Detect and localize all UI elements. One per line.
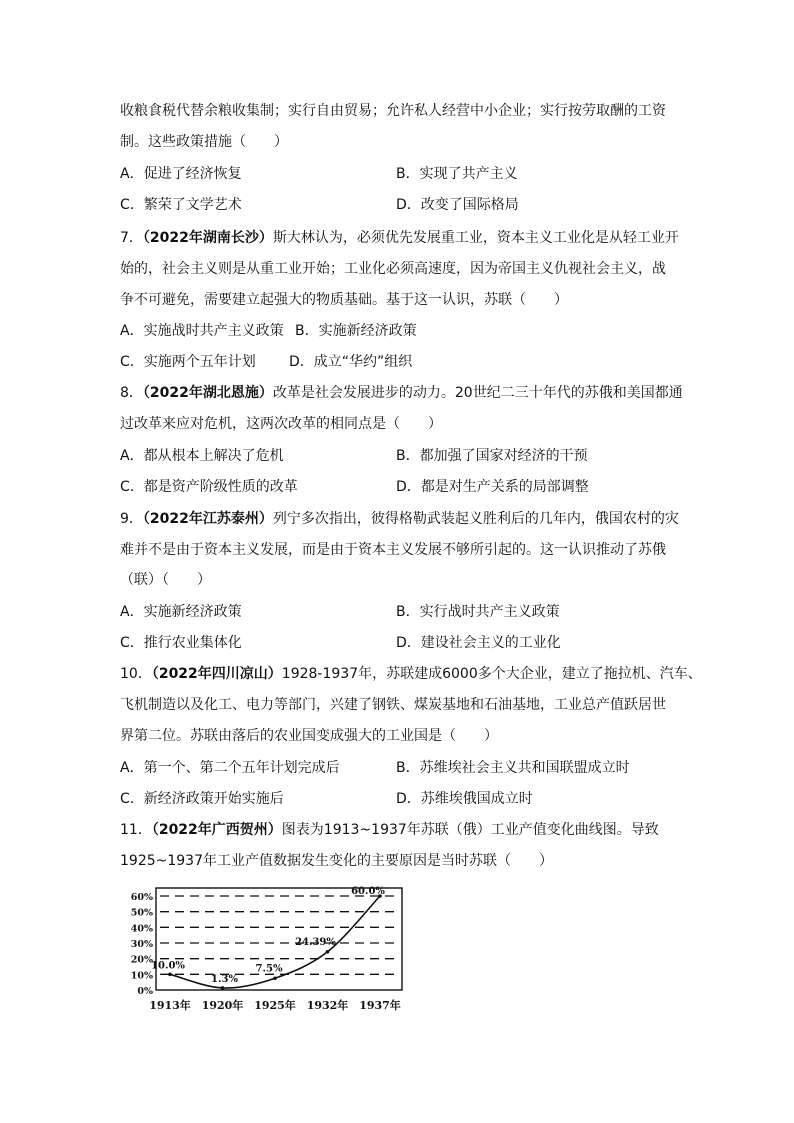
- y-tick-label: 10%: [130, 970, 153, 982]
- y-tick-label: 50%: [130, 907, 153, 919]
- q6-option-c[interactable]: C．繁荣了文学艺术: [120, 197, 242, 213]
- x-tick-label: 1925年: [254, 999, 296, 1012]
- q9-stem-line2: 难并不是由于资本主义发展，而是由于资本主义发展不够所引起的。这一认识推动了苏俄: [120, 542, 666, 558]
- y-tick-label: 40%: [130, 923, 153, 935]
- q8-option-d[interactable]: D．都是对生产关系的局部调整: [396, 479, 589, 495]
- q9-stem-line3: （联）（ ）: [120, 572, 211, 588]
- q11-stem-line1: [120, 820, 684, 840]
- q7-stem-text: 斯大林认为，必须优先发展重工业，资本主义工业化是从轻工业开: [272, 230, 679, 246]
- q9-source: （2022年江苏泰州）: [142, 511, 273, 527]
- q8-stem-line1: [120, 383, 684, 403]
- x-tick-label: 1932年: [306, 999, 349, 1012]
- q8-option-a[interactable]: A．都从根本上解决了危机: [120, 448, 284, 464]
- industrial-output-line-chart: [118, 882, 408, 1014]
- q10-option-c[interactable]: C．新经济政策开始实施后: [120, 791, 284, 807]
- x-tick-label: 1920年: [201, 999, 244, 1012]
- q7-option-c[interactable]: C．实施两个五年计划: [120, 354, 256, 370]
- data-label: 1.3%: [211, 973, 238, 985]
- q8-stem-line2: 过改革来应对危机，这两次改革的相同点是（ ）: [120, 416, 442, 432]
- data-point: [168, 973, 172, 977]
- chart-data-labels: [151, 886, 385, 985]
- y-tick-label: 20%: [130, 954, 153, 966]
- q8-number: 8．: [120, 385, 143, 401]
- q8-stem-text: 改革是社会发展进步的动力。20世纪二三十年代的苏俄和美国都通: [272, 385, 683, 401]
- q7-stem-line3: 争不可避免，需要建立起强大的物质基础。基于这一认识，苏联（ ）: [120, 292, 568, 308]
- data-label: 24.39%: [295, 936, 336, 948]
- x-tick-label: 1937年: [359, 999, 401, 1012]
- q8-option-b[interactable]: B．都加强了国家对经济的干预: [396, 448, 588, 464]
- data-label: 10.0%: [151, 960, 185, 972]
- q9-option-a[interactable]: A．实施新经济政策: [120, 604, 242, 620]
- q9-number: 9．: [120, 511, 143, 527]
- q9-stem-line1: [120, 509, 684, 529]
- q8-source: （2022年湖北恩施）: [142, 385, 273, 401]
- q6-stem-line2: 制。这些政策措施（ ）: [120, 134, 288, 150]
- data-label: 60.0%: [351, 886, 385, 897]
- q11-stem-text: 图表为1913~1937年苏联（俄）工业产值变化曲线图。导致: [281, 822, 659, 838]
- q7-option-d[interactable]: D．成立“华约”组织: [289, 354, 413, 370]
- x-tick-label: 1913年: [149, 999, 191, 1012]
- q6-option-a[interactable]: A．促进了经济恢复: [120, 166, 242, 182]
- data-point: [326, 950, 330, 954]
- q10-option-a[interactable]: A．第一个、第二个五年计划完成后: [120, 760, 340, 776]
- data-point: [273, 976, 277, 980]
- q9-option-c[interactable]: C．推行农业集体化: [120, 635, 242, 651]
- q10-stem-line2: 飞机制造以及化工、电力等部门，兴建了钢铁、煤炭基地和石油基地，工业总产值跃居世: [120, 697, 666, 713]
- chart-series: [168, 894, 382, 990]
- q10-stem-line1: [120, 664, 702, 684]
- q11-source: （2022年广西贺州）: [151, 822, 282, 838]
- q10-stem-text: 1928-1937年，苏联建成6000多个大企业，建立了拖拉机、汽车、: [281, 666, 702, 682]
- q8-option-c[interactable]: C．都是资产阶级性质的改革: [120, 479, 298, 495]
- q6-stem-line1: 收粮食税代替余粮收集制；实行自由贸易；允许私人经营中小企业；实行按劳取酬的工资: [120, 103, 666, 119]
- q7-option-b[interactable]: B．实施新经济政策: [295, 323, 417, 339]
- q10-option-d[interactable]: D．苏维埃俄国成立时: [396, 791, 533, 807]
- q7-stem-line2: 始的，社会主义则是从重工业开始；工业化必须高速度，因为帝国主义仇视社会主义，战: [120, 261, 666, 277]
- q6-option-b[interactable]: B．实现了共产主义: [396, 166, 518, 182]
- q9-option-b[interactable]: B．实行战时共产主义政策: [396, 604, 560, 620]
- q10-source: （2022年四川凉山）: [151, 666, 282, 682]
- q9-option-d[interactable]: D．建设社会主义的工业化: [396, 635, 561, 651]
- y-tick-label: 0%: [137, 986, 153, 997]
- q11-stem-line2: 1925~1937年工业产值数据发生变化的主要原因是当时苏联（ ）: [120, 853, 553, 869]
- y-tick-label: 60%: [130, 892, 153, 903]
- q6-option-d[interactable]: D．改变了国际格局: [396, 197, 519, 213]
- data-label: 7.5%: [255, 963, 283, 975]
- q9-stem-text: 列宁多次指出，彼得格勒武装起义胜利后的几年内，俄国农村的灾: [272, 511, 679, 527]
- q7-option-a[interactable]: A．实施战时共产主义政策: [120, 323, 284, 339]
- q7-number: 7．: [120, 230, 143, 246]
- y-tick-label: 30%: [130, 939, 153, 950]
- q10-stem-line3: 界第二位。苏联由落后的农业国变成强大的工业国是（ ）: [120, 728, 498, 744]
- data-point: [221, 986, 225, 990]
- chart-y-tick-labels: [131, 892, 153, 997]
- q11-number: 11．: [120, 822, 152, 838]
- chart-x-tick-labels: [149, 998, 401, 1012]
- q7-stem-line1: [120, 228, 684, 248]
- q10-option-b[interactable]: B．苏维埃社会主义共和国联盟成立时: [396, 760, 630, 776]
- q10-number: 10．: [120, 666, 152, 682]
- q7-source: （2022年湖南长沙）: [142, 230, 273, 246]
